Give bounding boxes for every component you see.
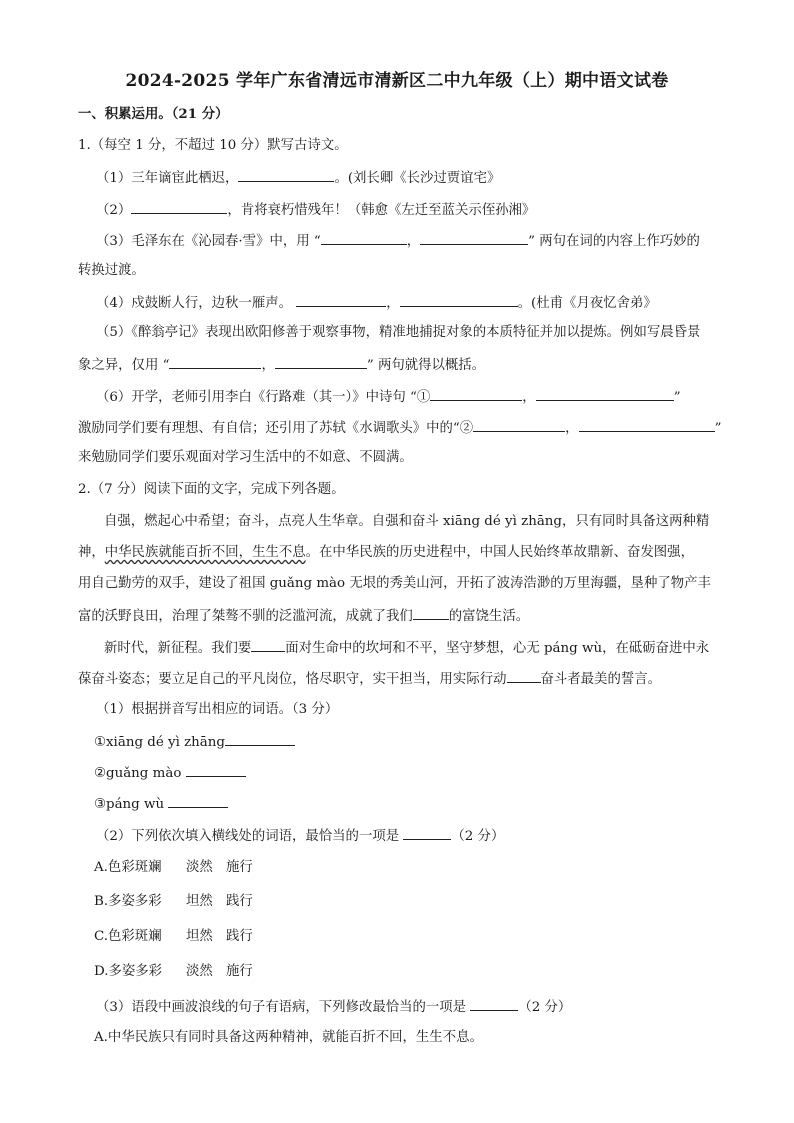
q1-item-3 [96, 230, 700, 252]
option-word: 坦然 [186, 929, 213, 944]
quote-mark: ” [673, 390, 681, 405]
passage-line [104, 637, 709, 659]
passage-line [78, 605, 529, 627]
answer-blank[interactable] [168, 793, 228, 808]
q1-item-4-source: 。(杜甫《月夜忆舍弟》 [517, 296, 657, 311]
question-1-stem: 1.（每空 1 分，不超过 10 分）默写古诗文。 [78, 138, 348, 153]
q1-item-4-text: （4）戍鼓断人行，边秋一雁声。 [96, 296, 292, 311]
answer-blank[interactable] [400, 292, 518, 307]
answer-blank[interactable] [470, 996, 518, 1011]
answer-blank[interactable] [275, 354, 367, 369]
sub-question-3-option-a[interactable]: A.中华民族只有同时具备这两种精神，就能百折不回，生生不息。 [94, 1030, 483, 1045]
option-word: 淡然 [186, 964, 213, 979]
answer-blank[interactable] [169, 354, 261, 369]
answer-blank[interactable] [186, 762, 246, 777]
answer-blank[interactable] [403, 825, 451, 840]
answer-blank[interactable] [238, 167, 334, 182]
q1-item-6-line3: 来勉励同学们要乐观面对学习生活中的不如意、不圆满。 [78, 450, 413, 465]
q1-item-3-continued: 转换过渡。 [78, 263, 145, 278]
page-title: 2024-2025 学年广东省清远市清新区二中九年级（上）期中语文试卷 [125, 71, 669, 91]
comma: ， [261, 358, 275, 373]
answer-blank[interactable] [413, 605, 449, 620]
passage-text: 。在中华民族的历史进程中，中国人民始终革故鼎新、奋发图强， [305, 545, 694, 560]
passage-line [78, 543, 694, 563]
pinyin-text: ③páng wù [94, 797, 165, 812]
passage-text: 的富饶生活。 [448, 609, 530, 624]
question-2-stem: 2.（7 分）阅读下面的文字，完成下列各题。 [78, 482, 345, 497]
sub-question-1: （1）根据拼音写出相应的词语。（3 分） [96, 702, 339, 717]
option-word: D.多姿多彩 [94, 964, 163, 979]
sub-question-3-text: （3）语段中画波浪线的句子有语病，下列修改最恰当的一项是 [96, 1000, 467, 1015]
passage-text: 新时代，新征程。我们要 [104, 641, 252, 656]
option-word: 施行 [226, 860, 253, 875]
q1-item-1 [96, 167, 500, 189]
q1-item-6-line2 [78, 417, 721, 439]
option-word: 践行 [226, 894, 253, 909]
option-c[interactable] [94, 927, 253, 947]
q1-item-4 [96, 292, 657, 314]
answer-blank[interactable] [296, 292, 386, 307]
pinyin-text: ②guǎng mào [94, 766, 182, 781]
q1-item-3-text-end: ” 两句在词的内容上作巧妙的 [528, 234, 700, 249]
score-label: （2 分） [518, 1000, 572, 1015]
passage-line: 自强，燃起心中希望；奋斗，点亮人生华章。自强和奋斗 xiāng dé yì zhāng，只有同时具备这两种精 [104, 514, 710, 529]
sub-question-2-text: （2）下列依次填入横线处的词语，最恰当的一项是 [96, 829, 400, 844]
pinyin-item-3 [94, 793, 228, 815]
option-a[interactable] [94, 858, 253, 878]
option-word: 淡然 [186, 860, 213, 875]
answer-blank[interactable] [473, 417, 565, 432]
quote-mark: ” [714, 421, 722, 436]
passage-text: 面对生命中的坎坷和不平，坚守梦想，心无 páng wù，在砥砺奋进中永 [285, 641, 710, 656]
passage-line [78, 668, 661, 690]
passage-text: 葆奋斗姿态；要立足自己的平凡岗位，恪尽职守，实干担当，用实际行动 [78, 672, 507, 687]
passage-text: 富的沃野良田，治理了桀骜不驯的泛滥河流，成就了我们 [78, 609, 413, 624]
pinyin-item-2 [94, 762, 246, 784]
sub-question-3 [96, 996, 571, 1018]
option-b[interactable] [94, 892, 253, 912]
sub-question-2 [96, 825, 504, 847]
option-word: A.色彩斑斓 [94, 860, 162, 875]
answer-blank[interactable] [420, 230, 528, 245]
answer-blank[interactable] [430, 386, 522, 401]
section-heading: 一、积累运用。（21 分） [78, 106, 229, 122]
q1-item-1-source: 。(刘长卿《长沙过贾谊宅》 [334, 171, 501, 186]
option-word: B.多姿多彩 [94, 894, 162, 909]
passage-text: 奋斗者最美的誓言。 [540, 672, 662, 687]
q1-item-5-text-end: ” 两句就得以概括。 [366, 358, 486, 373]
comma: ， [565, 421, 579, 436]
answer-blank[interactable] [507, 668, 541, 683]
q1-item-5: （5）《醉翁亭记》表现出欧阳修善于观察事物，精准地捕捉对象的本质特征并加以提炼。例如写晨昏景 [96, 325, 701, 340]
comma: ， [522, 390, 536, 405]
q1-item-1-text: （1）三年谪宦此栖迟， [96, 171, 239, 186]
q1-item-2-text: ，肯将衰朽惜残年！（韩愈《左迁至蓝关示侄孙湘》 [227, 203, 536, 218]
score-label: （2 分） [451, 829, 505, 844]
q1-item-2 [96, 199, 535, 221]
answer-blank[interactable] [536, 386, 674, 401]
answer-blank[interactable] [225, 731, 295, 746]
passage-text: 神， [78, 545, 105, 560]
passage-line: 用自己勤劳的双手，建设了祖国 guǎng mào 无垠的秀美山河，开拓了波涛浩渺的万里海疆，垦种了物产丰 [78, 576, 711, 591]
answer-blank[interactable] [579, 417, 715, 432]
q1-item-3-text: （3）毛泽东在《沁园春·雪》中，用 “ [96, 234, 321, 249]
q1-item-2-label: （2） [96, 203, 132, 218]
option-word: C.色彩斑斓 [94, 929, 162, 944]
pinyin-text: ①xiāng dé yì zhāng [94, 735, 225, 750]
q1-item-5-continued [78, 354, 485, 376]
wavy-underlined-sentence: 中华民族就能百折不回，生生不息 [104, 545, 306, 560]
q1-item-6-text: 激励同学们要有理想、有自信；还引用了苏轼《水调歌头》中的“② [78, 421, 474, 436]
answer-blank[interactable] [131, 199, 227, 214]
option-word: 坦然 [186, 894, 213, 909]
q1-item-6 [96, 386, 681, 408]
option-word: 践行 [226, 929, 253, 944]
comma: ， [386, 296, 400, 311]
answer-blank[interactable] [251, 637, 285, 652]
option-word: 施行 [226, 964, 253, 979]
pinyin-item-1 [94, 731, 295, 753]
option-d[interactable] [94, 962, 253, 982]
q1-item-5-text: 象之异，仅用 “ [78, 358, 170, 373]
q1-item-6-text: （6）开学，老师引用李白《行路难（其一）》中诗句 “① [96, 390, 431, 405]
comma: ， [406, 234, 421, 249]
answer-blank[interactable] [321, 230, 407, 245]
